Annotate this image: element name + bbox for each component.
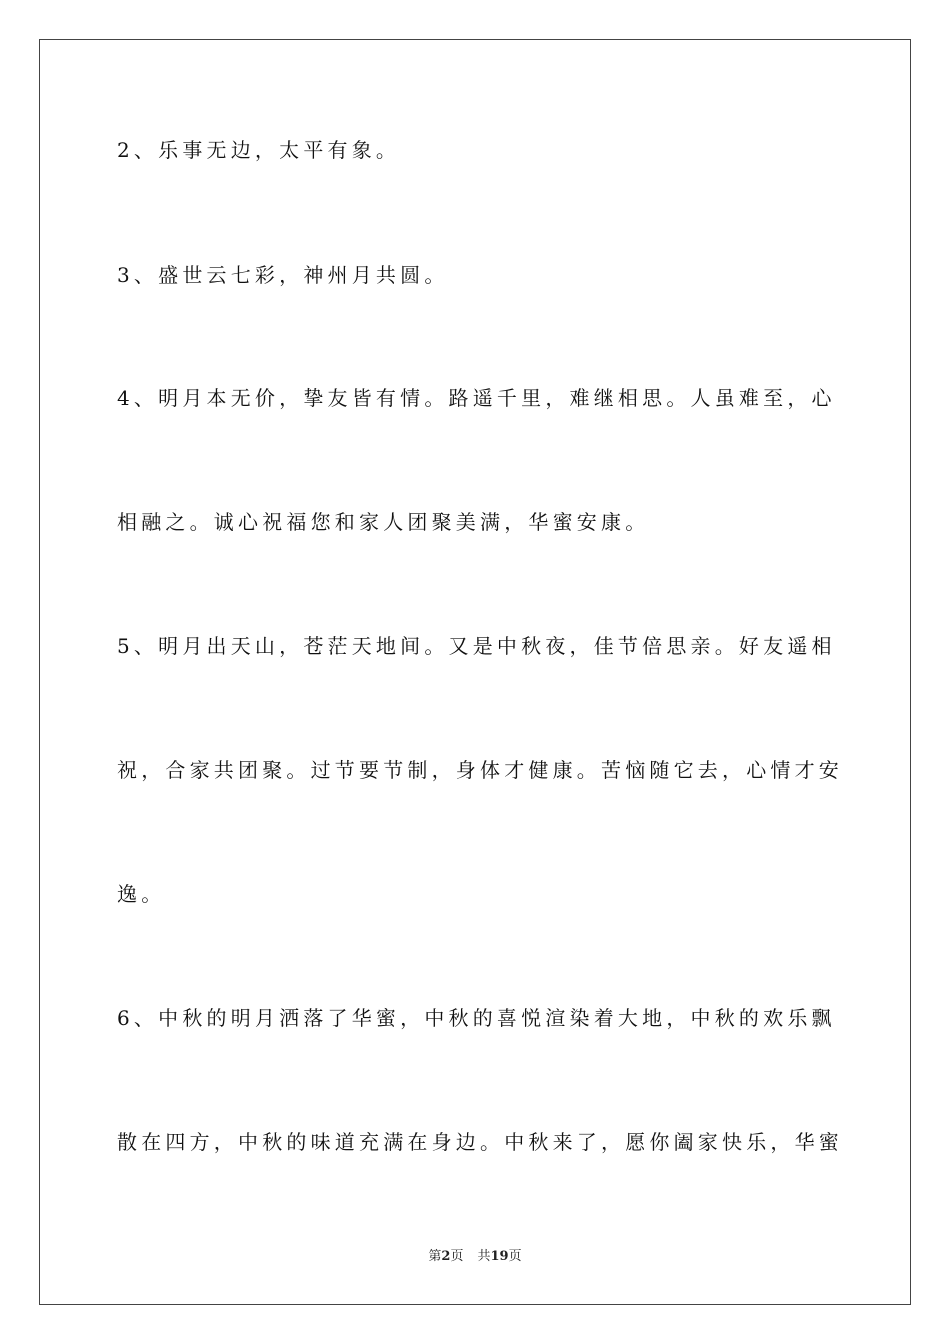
text-line-6: 祝，合家共团聚。过节要节制，身体才健康。苦恼随它去，心情才安 [117,758,843,782]
page-footer [0,1248,950,1266]
text-line-9: 散在四方，中秋的味道充满在身边。中秋来了，愿你阖家快乐，华蜜 [117,1130,843,1154]
page-suffix: 页 [450,1249,464,1264]
page-frame [39,39,911,1305]
total-pages: 19 [490,1249,509,1264]
page-number: 2 [441,1249,451,1264]
total-prefix: 共 [477,1249,491,1264]
text-line-7: 逸。 [117,882,166,906]
text-line-4: 相融之。诚心祝福您和家人团聚美满，华蜜安康。 [117,510,650,534]
page-prefix: 第 [428,1249,442,1264]
total-suffix: 页 [508,1249,522,1264]
text-line-8: 6、中秋的明月洒落了华蜜，中秋的喜悦渲染着大地，中秋的欢乐飘 [117,1006,836,1030]
text-line-1: 2、乐事无边，太平有象。 [117,138,401,162]
text-line-2: 3、盛世云七彩，神州月共圆。 [117,263,449,287]
text-line-3: 4、明月本无价，挚友皆有情。路遥千里，难继相思。人虽难至，心 [117,386,836,410]
text-line-5: 5、明月出天山，苍茫天地间。又是中秋夜，佳节倍思亲。好友遥相 [117,634,836,658]
